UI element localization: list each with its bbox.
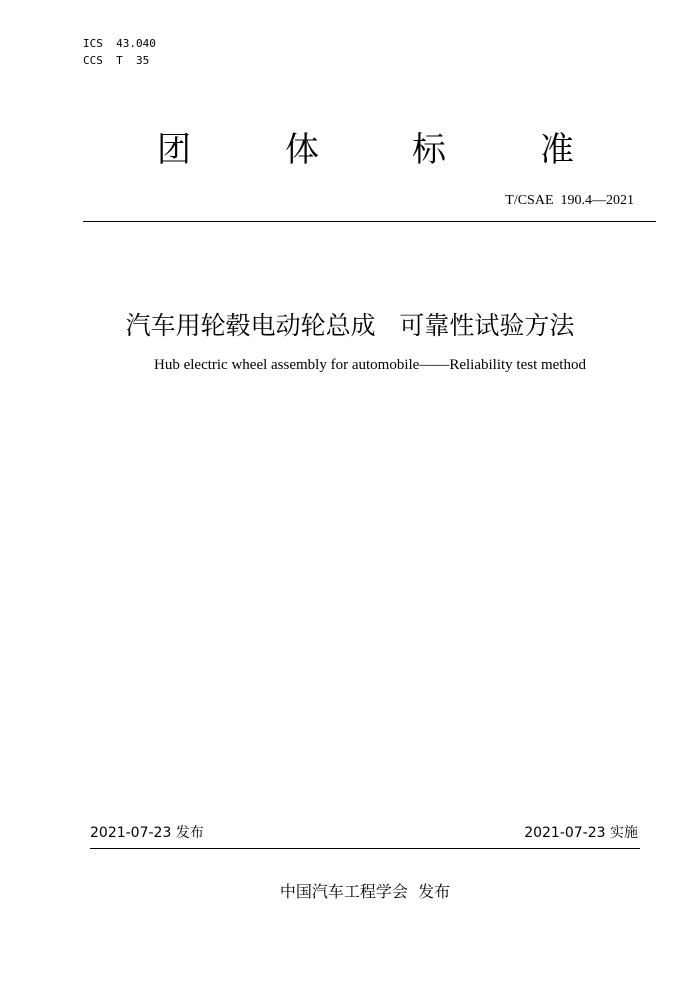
- standard-number: T/CSAE 190.4—2021: [505, 193, 634, 208]
- standard-type-char-3: 标: [412, 130, 446, 170]
- standard-type-char-4: 准: [540, 130, 574, 170]
- footer-divider: [90, 848, 640, 849]
- issue-date: 2021-07-23 发布: [90, 825, 204, 841]
- standard-type-char-2: 体: [285, 130, 319, 170]
- document-title-english: Hub electric wheel assembly for automobile——Reliability test method: [154, 357, 586, 373]
- ccs-code: CCS T 35: [83, 54, 150, 67]
- ics-code: ICS 43.040: [83, 37, 156, 50]
- header-divider: [83, 221, 656, 222]
- implementation-date: 2021-07-23 实施: [524, 825, 638, 841]
- standard-type-char-1: 团: [157, 130, 191, 170]
- document-title-chinese: 汽车用轮毂电动轮总成 可靠性试验方法: [125, 311, 575, 340]
- publisher: 中国汽车工程学会 发布: [279, 882, 451, 901]
